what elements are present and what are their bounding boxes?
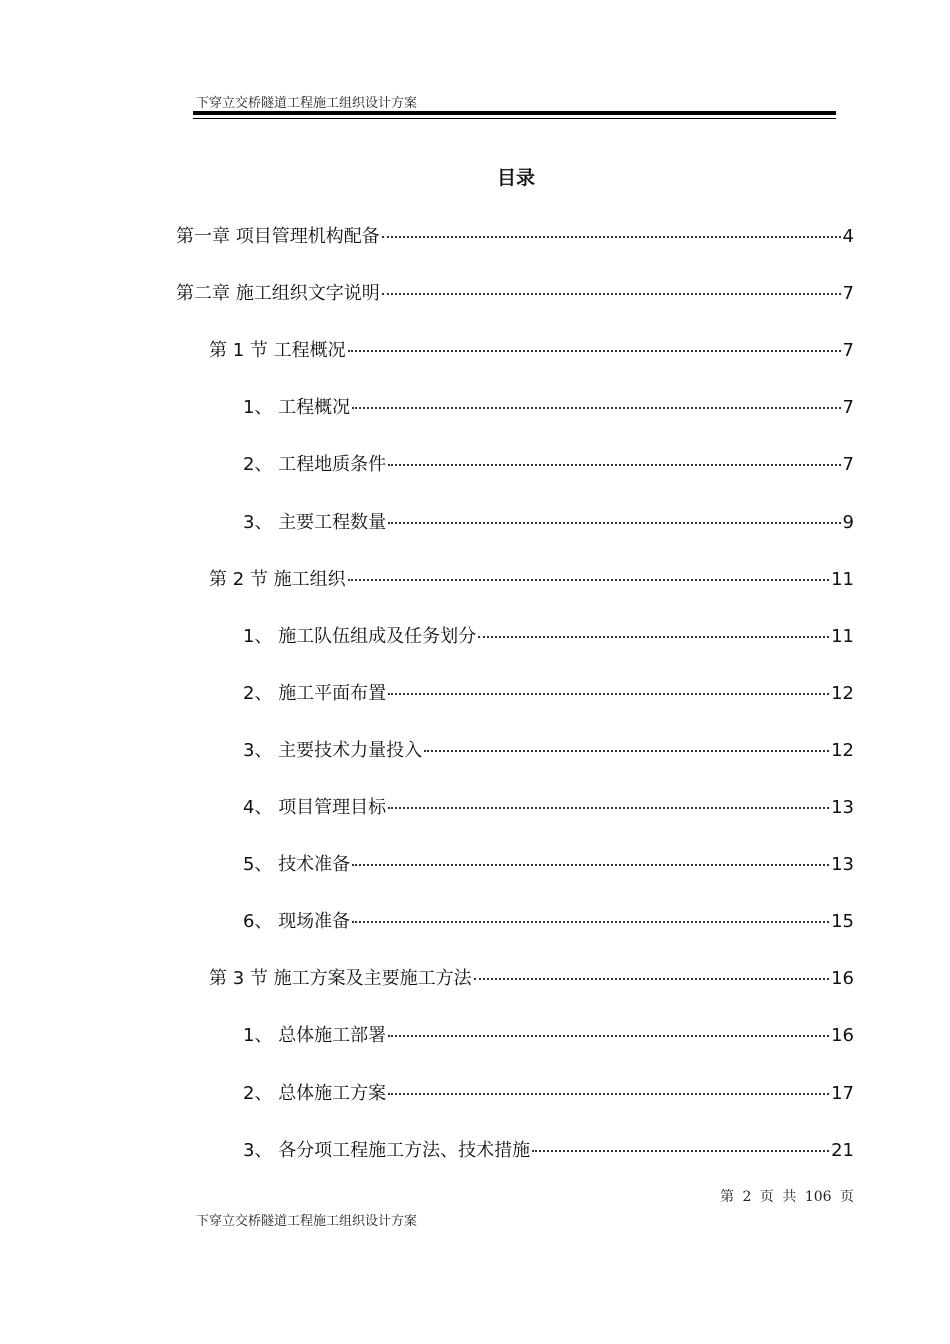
toc-dot-leader [478,636,829,638]
toc-entry-number: 2、 [243,683,279,704]
toc-entry[interactable] [243,907,854,933]
toc-entry-page: 4 [842,226,854,247]
toc-dot-leader [388,693,829,695]
toc-entry[interactable] [176,279,854,305]
toc-entry-number: 3、 [243,1140,279,1161]
toc-dot-leader [388,1093,829,1095]
toc-entry-page: 7 [842,454,854,475]
toc-entry-page: 16 [831,968,854,989]
toc-dot-leader [348,579,829,581]
toc-entry-label: 总体施工部署 [278,1025,387,1046]
toc-entry-label: 主要工程数量 [278,512,387,533]
toc-entry-label: 项目管理目标 [278,797,387,818]
toc-dot-leader [474,978,829,980]
toc-entry-number: 6、 [243,911,279,932]
header-rule-thin [193,118,836,119]
toc-entry-label: 技术准备 [278,854,351,875]
toc-entry[interactable] [243,1079,854,1105]
toc-entry-label: 工程地质条件 [278,454,387,475]
toc-entry[interactable] [243,450,854,476]
toc-entry-page: 17 [831,1083,854,1104]
toc-entry-number: 1、 [243,1025,279,1046]
toc-dot-leader [382,236,841,238]
toc-entry[interactable] [209,964,854,990]
toc-entry-page: 21 [831,1140,854,1161]
toc-entry-number: 2、 [243,454,279,475]
toc-dot-leader [352,864,829,866]
toc-entry-number: 3、 [243,740,279,761]
toc-entry-page: 13 [831,854,854,875]
toc-entry[interactable] [243,1021,854,1047]
toc-entry-number: 第一章 [176,226,236,247]
toc-entry-label: 现场准备 [278,911,351,932]
toc-entry-page: 12 [831,740,854,761]
toc-entry-page: 11 [831,626,854,647]
toc-dot-leader [388,807,829,809]
toc-entry-label: 施工组织 [273,569,346,590]
toc-entry-number: 5、 [243,854,279,875]
header-rule-thick [193,111,836,115]
toc-entry[interactable] [209,565,854,591]
toc-entry-number: 第 2 节 [209,569,274,590]
toc-entry-label: 各分项工程施工方法、技术措施 [278,1140,531,1161]
toc-dot-leader [532,1150,829,1152]
toc-entry[interactable] [243,508,854,534]
toc-dot-leader [352,921,829,923]
toc-entry[interactable] [176,222,854,248]
toc-entry[interactable] [243,793,854,819]
toc-entry-page: 7 [842,283,854,304]
toc-entry-label: 施工组织文字说明 [235,283,380,304]
toc-entry-label: 施工方案及主要施工方法 [273,968,472,989]
toc-entry[interactable] [243,393,854,419]
toc-entry-page: 12 [831,683,854,704]
toc-dot-leader [382,293,841,295]
toc-entry[interactable] [243,736,854,762]
toc-entry-page: 16 [831,1025,854,1046]
toc-entry-label: 工程概况 [278,397,351,418]
toc-entry-label: 主要技术力量投入 [278,740,423,761]
toc-entry[interactable] [243,1136,854,1162]
page-header-title: 下穿立交桥隧道工程施工组织设计方案 [196,96,418,111]
toc-dot-leader [388,522,840,524]
toc-entry-page: 7 [842,397,854,418]
toc-entry-label: 施工平面布置 [278,683,387,704]
toc-dot-leader [388,1035,829,1037]
toc-entry[interactable] [243,850,854,876]
toc-entry-label: 施工队伍组成及任务划分 [278,626,477,647]
toc-entry-label: 总体施工方案 [278,1083,387,1104]
toc-entry-number: 2、 [243,1083,279,1104]
toc-dot-leader [388,464,840,466]
toc-entry[interactable] [243,622,854,648]
toc-entry-number: 第二章 [176,283,236,304]
toc-dot-leader [424,750,829,752]
toc-entry-page: 7 [842,340,854,361]
toc-entry-page: 11 [831,569,854,590]
toc-dot-leader [352,407,840,409]
toc-entry-label: 项目管理机构配备 [235,226,380,247]
toc-dot-leader [348,350,841,352]
toc-entry-page: 15 [831,911,854,932]
footer-title: 下穿立交桥隧道工程施工组织设计方案 [196,1214,418,1229]
toc-entry-number: 第 1 节 [209,340,274,361]
toc-entry-number: 1、 [243,626,279,647]
toc-entry-number: 第 3 节 [209,968,274,989]
toc-entry-page: 13 [831,797,854,818]
toc-entry-number: 3、 [243,512,279,533]
footer-page-info: 第 2 页 共 106 页 [720,1189,854,1205]
toc-entry-number: 4、 [243,797,279,818]
toc-entry[interactable] [243,679,854,705]
toc-heading: 目录 [496,167,535,189]
toc-entry-number: 1、 [243,397,279,418]
toc-entry[interactable] [209,336,854,362]
toc-entry-page: 9 [842,512,854,533]
toc-entry-label: 工程概况 [273,340,346,361]
